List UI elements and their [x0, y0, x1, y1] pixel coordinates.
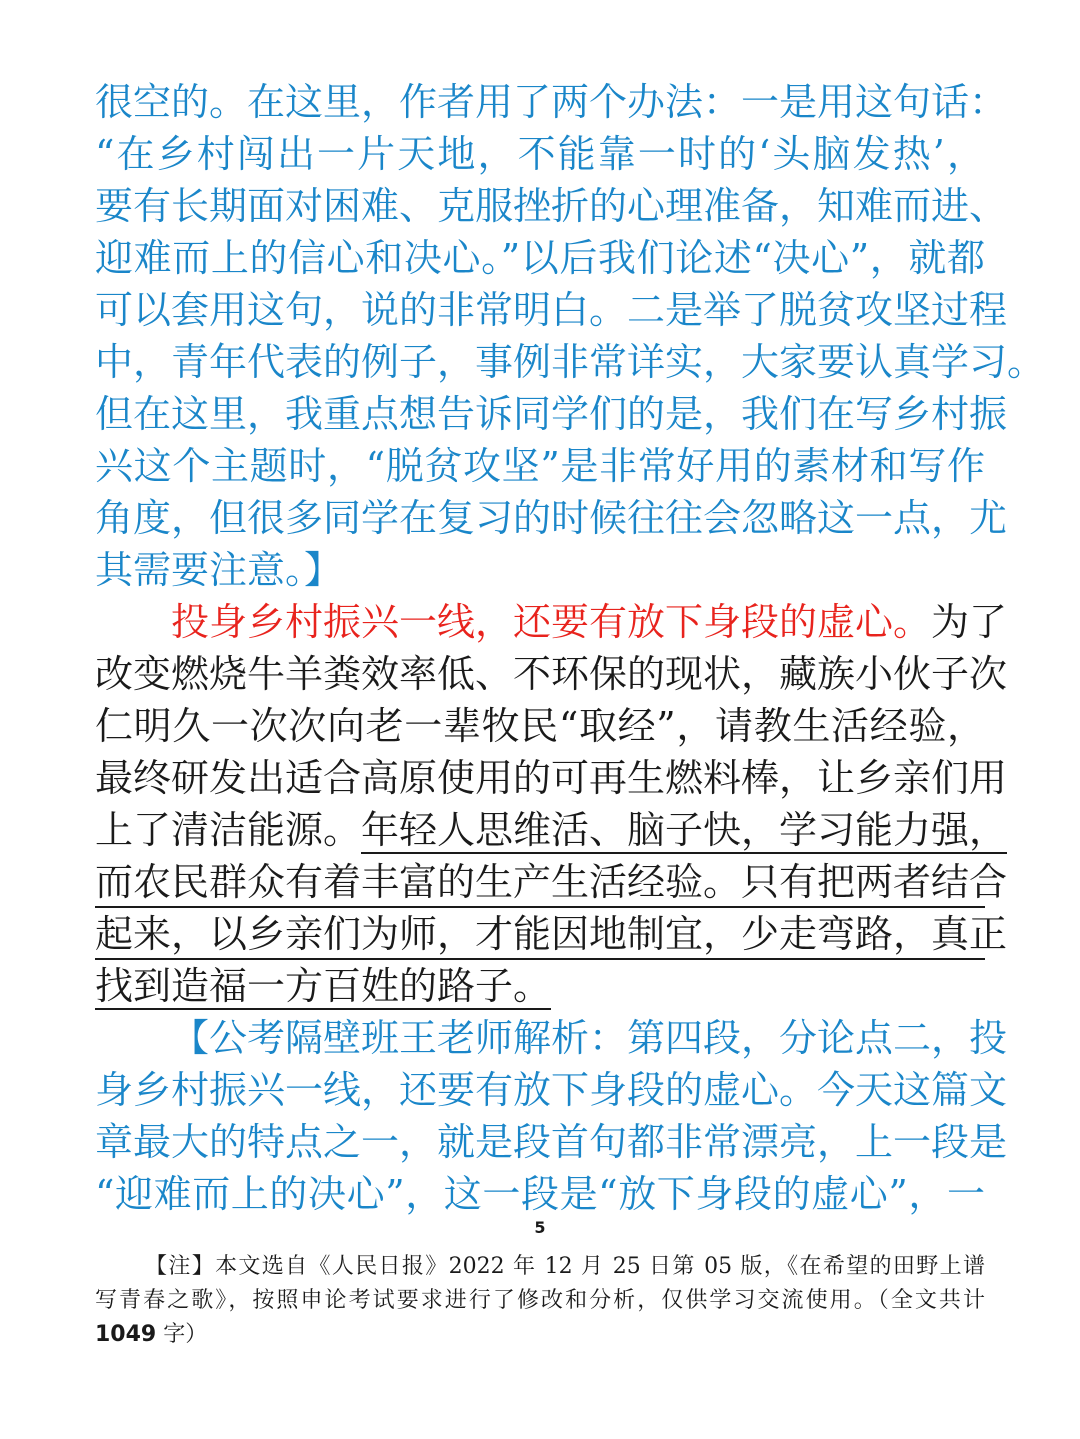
article-line-underlined	[95, 962, 985, 1014]
analysis-line: 可以套用这句，说的非常明白。二是举了脱贫攻坚过程	[95, 288, 1008, 332]
analysis-line: 中，青年代表的例子，事例非常详实，大家要认真学习。	[95, 340, 1046, 384]
footnote-line	[95, 1318, 207, 1352]
article-text: 上了清洁能源。	[95, 808, 362, 852]
analysis-line: 很空的。在这里，作者用了两个办法：一是用这句话：	[95, 80, 1008, 124]
analysis-line: 迎难而上的信心和决心。”以后我们论述“决心”，就都	[95, 236, 985, 280]
article-line: 最终研发出适合高原使用的可再生燃料棒，让乡亲们用	[95, 756, 1008, 800]
footnote-line: 写青春之歌》，按照申论考试要求进行了修改和分析，仅供学习交流使用。（全文共计	[95, 1288, 985, 1313]
underlined-text: 找到造福一方百姓的路子。	[95, 964, 552, 1008]
analysis-line: 章最大的特点之一，就是段首句都非常漂亮，上一段是	[95, 1120, 1008, 1164]
article-line: 改变燃烧牛羊粪效率低、不环保的现状，藏族小伙子次	[95, 652, 1008, 696]
article-line	[95, 806, 1008, 858]
article-line-underlined	[95, 858, 1008, 910]
analysis-line: 身乡村振兴一线，还要有放下身段的虚心。今天这篇文	[95, 1068, 1008, 1112]
paragraph-heading: 投身乡村振兴一线，还要有放下身段的虚心。	[171, 600, 932, 644]
analysis-line: 其需要注意。】	[95, 548, 343, 592]
analysis-line: 要有长期面对困难、克服挫折的心理准备，知难而进、	[95, 184, 1008, 228]
article-line-heading	[171, 598, 1008, 650]
analysis-line: 角度，但很多同学在复习的时候往往会忽略这一点，尤	[95, 496, 1008, 540]
underlined-text: 而农民群众有着丰富的生产生活经验。只有把两者结合	[95, 858, 985, 908]
footnote-line: 【注】本文选自《人民日报》2022 年 12 月 25 日第 05 版，《在希望的田野上谱	[145, 1254, 985, 1279]
analysis-line: “迎难而上的决心”，这一段是“放下身段的虚心”，一	[95, 1172, 985, 1216]
analysis-line: “在乡村闯出一片天地，不能靠一时的‘头脑发热’，	[95, 132, 985, 176]
article-text: 为了	[931, 600, 1008, 644]
page-number: 5	[534, 1218, 546, 1237]
analysis-line: 【公考隔壁班王老师解析：第四段，分论点二，投	[171, 1016, 1008, 1060]
analysis-line: 兴这个主题时，“脱贫攻坚”是非常好用的素材和写作	[95, 444, 985, 488]
article-line: 仁明久一次次向老一辈牧民“取经”，请教生活经验，	[95, 704, 985, 748]
analysis-line: 但在这里，我重点想告诉同学们的是，我们在写乡村振	[95, 392, 1008, 436]
footnote-text: 字）	[156, 1322, 208, 1347]
underlined-text: 年轻人思维活、脑子快，学习能力强，	[361, 808, 1008, 852]
word-count: 1049	[95, 1322, 157, 1347]
underlined-text: 起来，以乡亲们为师，才能因地制宜，少走弯路，真正	[95, 910, 985, 960]
article-line-underlined	[95, 910, 1008, 962]
